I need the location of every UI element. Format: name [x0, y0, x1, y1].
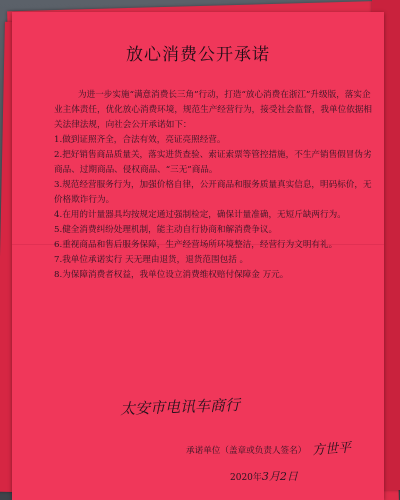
- handwritten-signature: 方世平: [311, 440, 352, 459]
- commitment-unit-label: 承诺单位（盖章或负责人签名）: [186, 446, 307, 456]
- commitment-item-3: 3.规范经营服务行为，加强价格自律，公开商品和服务质量真实信息，明码标价，无价格欺诈行为。: [54, 180, 372, 205]
- commitment-item-6: 6.重视商品和售后服务保障，生产经营场所环境整洁，经营行为文明有礼。: [54, 240, 338, 250]
- intro-paragraph: 为进一步实施“满意消费长三角”行动，打造“放心消费在浙江”升级版，落实企业主体责任，优化放心消费环境，规范生产经营行为，接受社会监督，我单位依据相关法律法规，向社会公开承诺如下：: [54, 90, 372, 130]
- commitment-item-1: 1.做到证照齐全，合法有效，亮证亮照经营。: [54, 135, 226, 145]
- commitment-item-2: 2.把好销售商品质量关，落实进货查验、索证索票等管控措施，不生产销售假冒伪劣商品、过期商品、侵权商品、“三无”商品。: [54, 150, 372, 175]
- date-handwritten: 3月2日: [261, 470, 298, 483]
- commitment-item-7: 7.我单位承诺实行 天无理由退货，退货范围包括 。: [54, 255, 249, 265]
- document-title: 放心消费公开承诺: [126, 45, 270, 65]
- date-printed-year: 2020年: [230, 473, 262, 483]
- commitment-sheet: [12, 12, 384, 500]
- commitment-item-4: 4.在用的计量器具均按规定通过强制检定，确保计量准确，无短斤缺两行为。: [54, 210, 346, 220]
- document-date: [230, 468, 298, 484]
- commitment-item-5: 5.健全消费纠纷处理机制，能主动自行协商和解消费争议。: [54, 225, 278, 235]
- document-body: [54, 88, 372, 283]
- commitment-item-8: 8.为保障消费者权益，我单位设立消费维权赔付保障金 万元。: [54, 270, 289, 280]
- handwritten-business-name: 太安市电讯车商行: [119, 395, 241, 419]
